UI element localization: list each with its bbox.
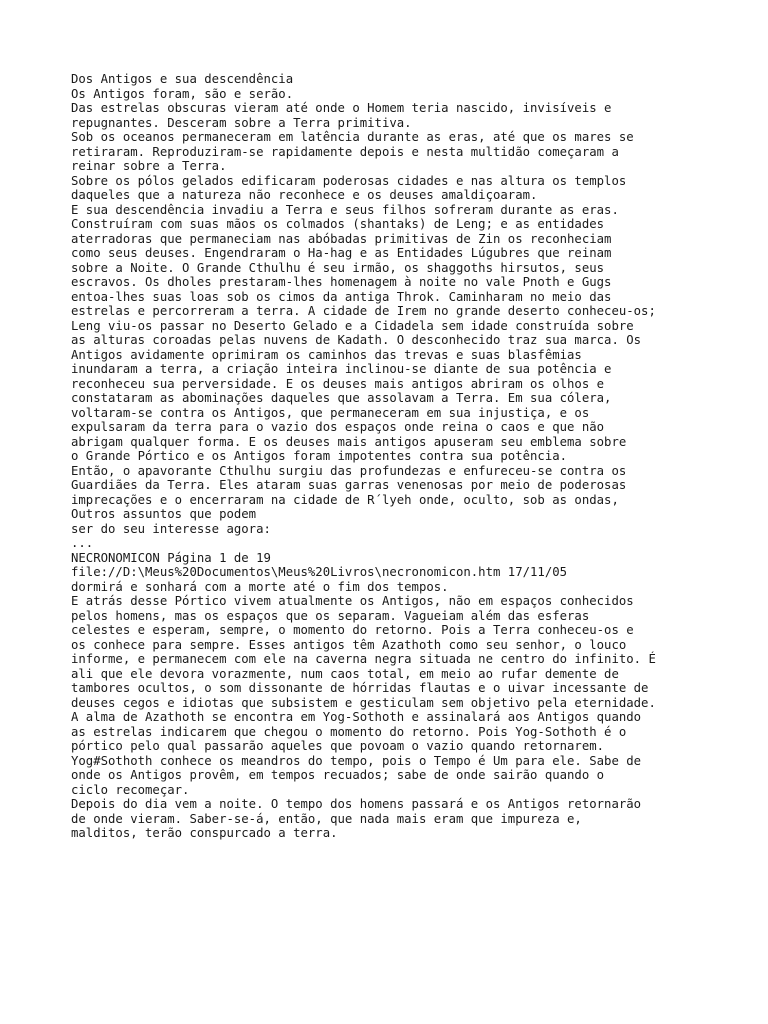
text-line: E atrás desse Pórtico vivem atualmente os Antigos, não em espaços conhecidos <box>71 594 634 608</box>
text-line: deuses cegos e idiotas que subsistem e gesticulam sem objetivo pela eternidade. <box>71 695 656 710</box>
text-line: Depois do dia vem a noite. O tempo dos homens passará e os Antigos retornarão <box>71 797 642 811</box>
text-line: como seus deuses. Engendraram o Ha-hag e as Entidades Lúgubres que reinam <box>71 246 612 260</box>
text-line: os conhece para sempre. Esses antigos têm Azathoth como seu senhor, o louco <box>71 637 627 652</box>
text-line: celestes e esperam, sempre, o momento do retorno. Pois a Terra conheceu-os e <box>71 623 634 637</box>
text-line: aterradoras que permaneciam nas abóbadas primitivas de Zin os reconheciam <box>71 231 612 246</box>
text-line: daqueles que a natureza não reconhece e os deuses amaldiçoaram. <box>71 188 538 202</box>
text-line: voltaram-se contra os Antigos, que permaneceram em sua injustiça, e os <box>71 405 590 420</box>
text-line: ciclo recomeçar. <box>71 782 190 797</box>
text-line: A alma de Azathoth se encontra em Yog-Sothoth e assinalará aos Antigos quando <box>71 710 642 724</box>
text-line: file://D:\Meus%20Documentos\Meus%20Livros\necronomicon.htm 17/11/05 <box>71 565 568 579</box>
text-line: expulsaram da terra para o vazio dos espaços onde reina o caos e que não <box>71 420 605 434</box>
text-line: ... <box>71 536 94 550</box>
text-line: Então, o apavorante Cthulhu surgiu das profundezas e enfureceu-se contra os <box>71 463 627 478</box>
text-line: E sua descendência invadiu a Terra e seus filhos sofreram durante as eras. <box>71 202 619 217</box>
text-line: entoa-lhes suas loas sob os cimos da antiga Throk. Caminharam no meio das <box>71 289 612 304</box>
text-line: Das estrelas obscuras vieram até onde o Homem teria nascido, invisíveis e <box>71 101 612 115</box>
text-line: as estrelas indicarem que chegou o momento do retorno. Pois Yog-Sothoth é o <box>71 724 627 739</box>
text-line: informe, e permanecem com ele na caverna negra situada ne centro do infinito. É <box>71 652 656 666</box>
text-line: repugnantes. Desceram sobre a Terra primitiva. <box>71 115 412 130</box>
text-line: onde os Antigos provêm, em tempos recuados; sabe de onde sairão quando o <box>71 768 605 782</box>
text-line: abrigam qualquer forma. E os deuses mais antigos apuseram seu emblema sobre <box>71 434 627 449</box>
text-line: de onde vieram. Saber-se-á, então, que nada mais eram que impureza e, <box>71 811 582 826</box>
text-line: Dos Antigos e sua descendência <box>71 72 294 86</box>
text-line: NECRONOMICON Página 1 de 19 <box>71 550 271 565</box>
text-line: inundaram a terra, a criação inteira inclinou-se diante de sua potência e <box>71 362 612 376</box>
text-line: Construíram com suas mãos os colmados (shantaks) de Leng; e as entidades <box>71 217 605 231</box>
text-line: Outros assuntos que podem <box>71 507 257 521</box>
document-page <box>71 72 761 841</box>
text-line: Sobre os pólos gelados edificaram poderosas cidades e nas altura os templos <box>71 173 627 188</box>
text-line: retiraram. Reproduziram-se rapidamente depois e nesta multidão começaram a <box>71 144 619 159</box>
text-line: Leng viu-os passar no Deserto Gelado e a Cidadela sem idade construída sobre <box>71 318 634 333</box>
text-line: estrelas e percorreram a terra. A cidade de Irem no grande deserto conheceu-os; <box>71 304 656 318</box>
text-line: pórtico pelo qual passarão aqueles que povoam o vazio quando retornarem. <box>71 739 605 753</box>
text-line: pelos homens, mas os espaços que os separam. Vagueiam além das esferas <box>71 608 590 623</box>
text-line: sobre a Noite. O Grande Cthulhu é seu irmão, os shaggoths hirsutos, seus <box>71 260 605 275</box>
text-line: dormirá e sonhará com a morte até o fim dos tempos. <box>71 579 449 594</box>
text-line: ser do seu interesse agora: <box>71 521 271 536</box>
text-line: ali que ele devora vorazmente, num caos total, em meio ao rufar demente de <box>71 666 619 681</box>
text-line: malditos, terão conspurcado a terra. <box>71 826 338 840</box>
text-line: constataram as abominações daqueles que assolavam a Terra. Em sua cólera, <box>71 391 612 405</box>
text-line: Sob os oceanos permaneceram em latência durante as eras, até que os mares se <box>71 130 634 144</box>
text-line: reconheceu sua perversidade. E os deuses mais antigos abriram os olhos e <box>71 376 605 391</box>
text-line: escravos. Os dholes prestaram-lhes homenagem à noite no vale Pnoth e Gugs <box>71 275 612 289</box>
text-line: as alturas coroadas pelas nuvens de Kadath. O desconhecido traz sua marca. Os <box>71 333 642 347</box>
text-line: Guardiães da Terra. Eles ataram suas garras venenosas por meio de poderosas <box>71 478 627 492</box>
text-line: Yog#Sothoth conhece os meandros do tempo, pois o Tempo é Um para ele. Sabe de <box>71 753 642 768</box>
text-line: tambores ocultos, o som dissonante de hórridas flautas e o uivar incessante de <box>71 681 649 695</box>
text-line: reinar sobre a Terra. <box>71 159 227 173</box>
text-line: o Grande Pórtico e os Antigos foram impotentes contra sua potência. <box>71 449 568 463</box>
text-line: imprecações e o encerraram na cidade de R´lyeh onde, oculto, sob as ondas, <box>71 492 619 507</box>
text-line: Antigos avidamente oprimiram os caminhos das trevas e suas blasfêmias <box>71 347 582 362</box>
text-line: Os Antigos foram, são e serão. <box>71 86 294 101</box>
